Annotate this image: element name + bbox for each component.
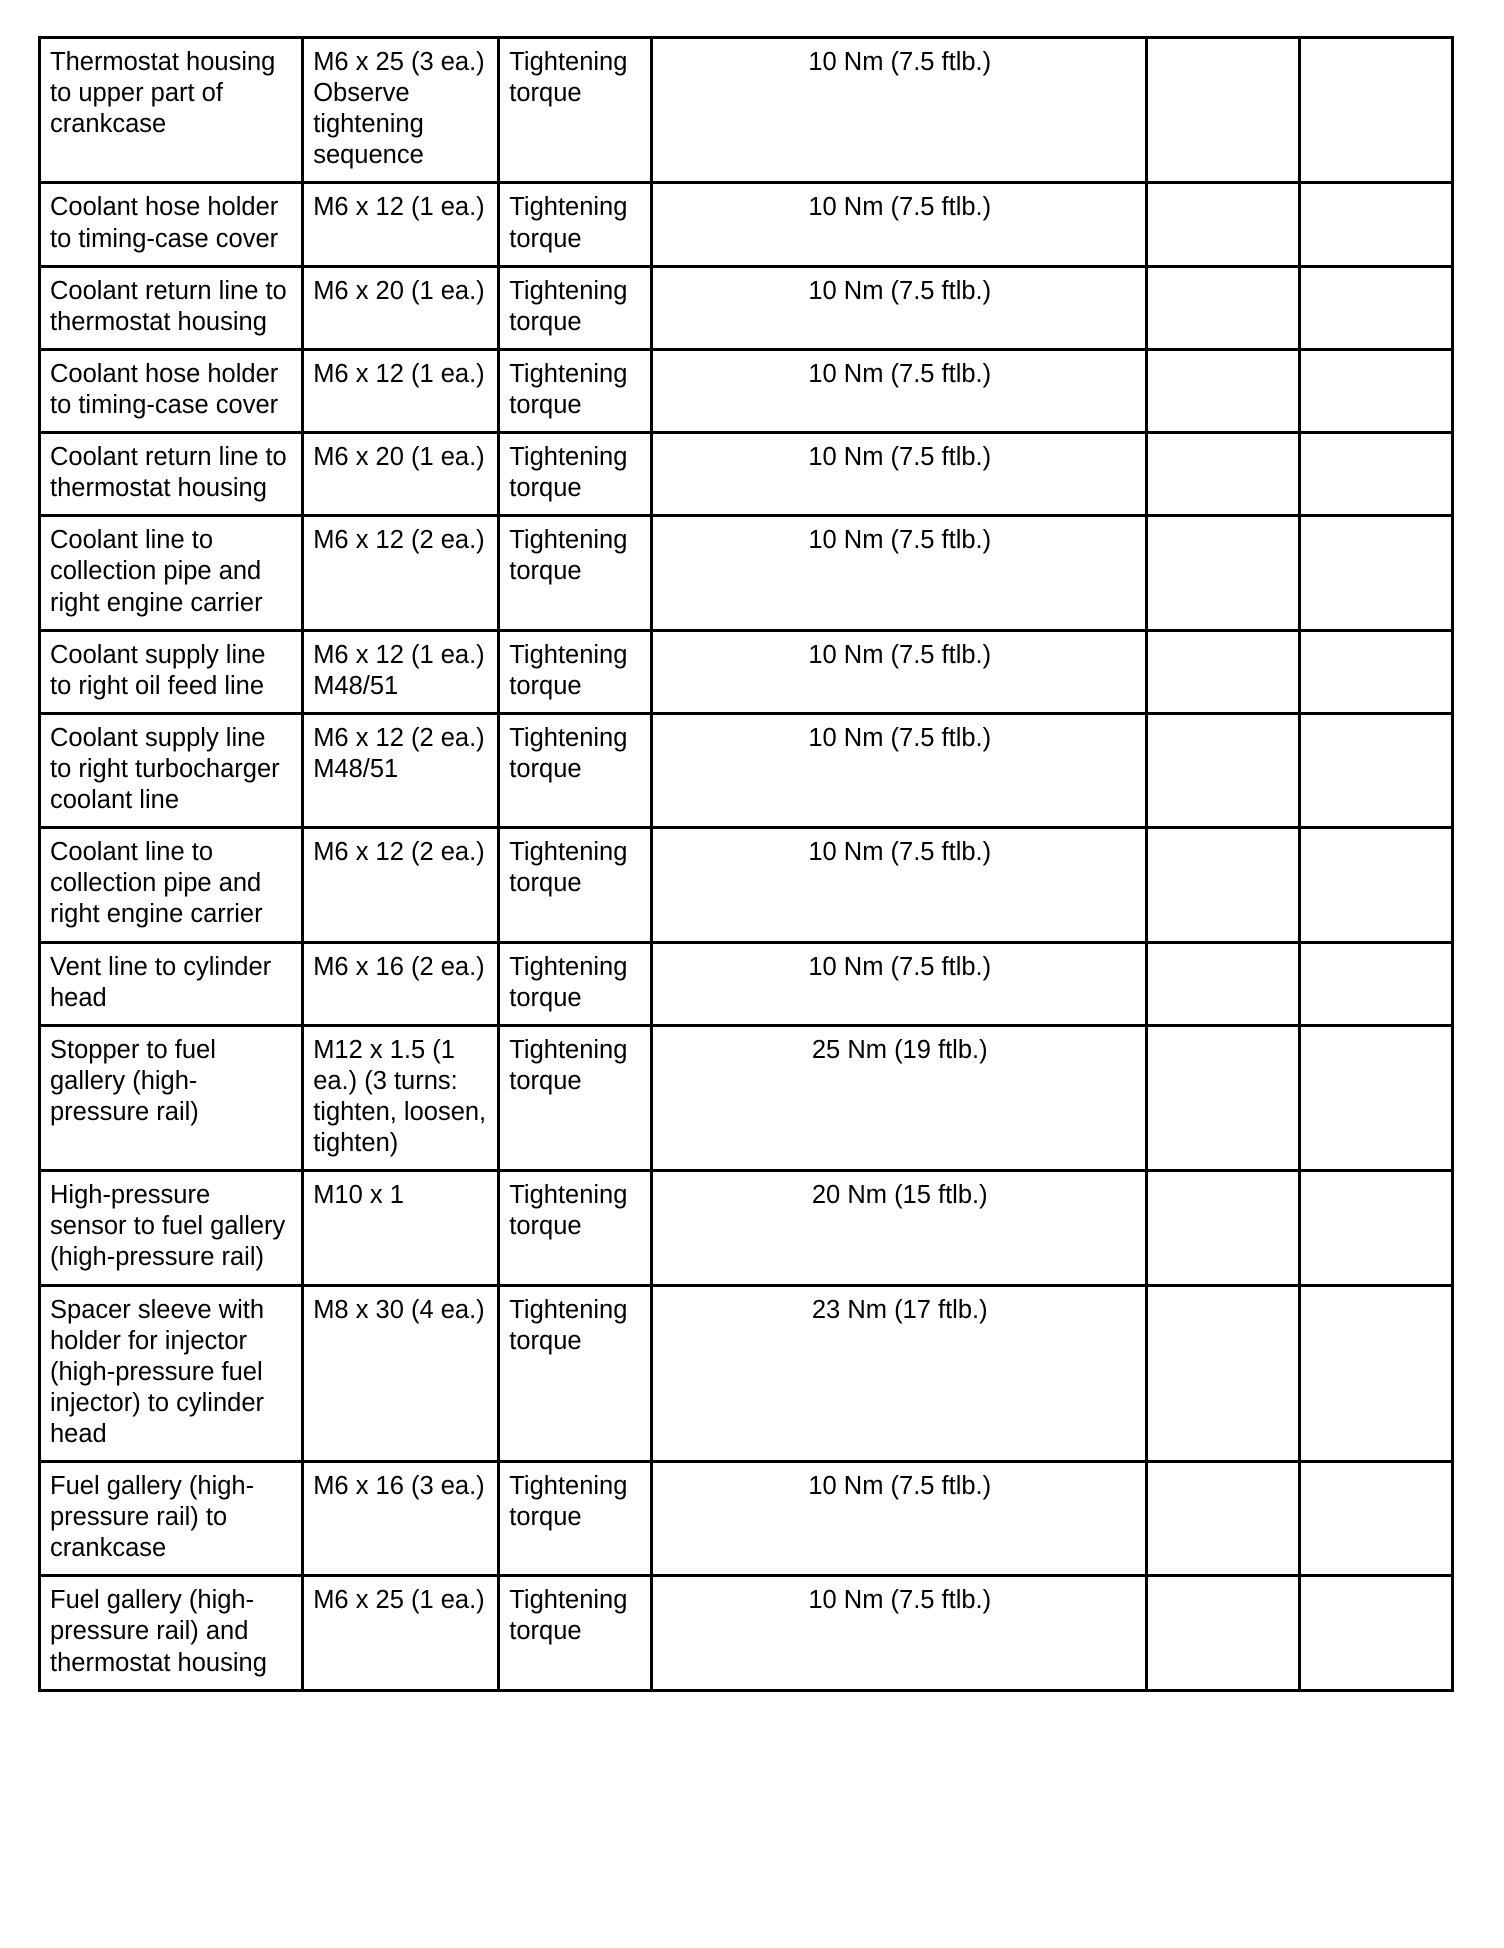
cell-component: Coolant supply line to right oil feed line [40, 630, 303, 713]
table-row [40, 433, 1453, 516]
table-row [40, 183, 1453, 266]
cell-fastener: M8 x 30 (4 ea.) [303, 1285, 499, 1462]
cell-blank-2 [1300, 713, 1453, 827]
cell-blank-1 [1147, 349, 1300, 432]
table-row [40, 1285, 1453, 1462]
cell-blank-2 [1300, 828, 1453, 942]
cell-component: Coolant hose holder to timing-case cover [40, 183, 303, 266]
cell-component: Coolant return line to thermostat housing [40, 433, 303, 516]
table-row [40, 1576, 1453, 1690]
table-row [40, 1025, 1453, 1170]
cell-specification-type: Tightening torque [499, 713, 652, 827]
table-row [40, 942, 1453, 1025]
cell-blank-2 [1300, 38, 1453, 183]
cell-blank-2 [1300, 1462, 1453, 1576]
cell-blank-2 [1300, 433, 1453, 516]
cell-blank-1 [1147, 1576, 1300, 1690]
cell-blank-1 [1147, 828, 1300, 942]
cell-fastener: M6 x 20 (1 ea.) [303, 433, 499, 516]
cell-torque-value: 23 Nm (17 ftlb.) [652, 1285, 1147, 1462]
cell-fastener: M10 x 1 [303, 1171, 499, 1285]
cell-specification-type: Tightening torque [499, 1285, 652, 1462]
cell-torque-value: 10 Nm (7.5 ftlb.) [652, 349, 1147, 432]
cell-specification-type: Tightening torque [499, 516, 652, 630]
cell-blank-1 [1147, 630, 1300, 713]
table-row [40, 1171, 1453, 1285]
cell-component: High-pressure sensor to fuel gallery (high-pressure rail) [40, 1171, 303, 1285]
cell-blank-1 [1147, 1171, 1300, 1285]
cell-blank-1 [1147, 713, 1300, 827]
cell-component: Coolant line to collection pipe and right engine carrier [40, 516, 303, 630]
cell-blank-1 [1147, 1462, 1300, 1576]
cell-blank-1 [1147, 38, 1300, 183]
cell-torque-value: 10 Nm (7.5 ftlb.) [652, 516, 1147, 630]
cell-specification-type: Tightening torque [499, 349, 652, 432]
cell-torque-value: 10 Nm (7.5 ftlb.) [652, 1576, 1147, 1690]
cell-blank-2 [1300, 266, 1453, 349]
cell-fastener: M6 x 12 (2 ea.) [303, 828, 499, 942]
cell-fastener: M6 x 12 (2 ea.) [303, 516, 499, 630]
cell-fastener: M6 x 12 (1 ea.) [303, 349, 499, 432]
cell-specification-type: Tightening torque [499, 433, 652, 516]
cell-component: Fuel gallery (high-pressure rail) to crankcase [40, 1462, 303, 1576]
cell-specification-type: Tightening torque [499, 1171, 652, 1285]
table-row [40, 516, 1453, 630]
cell-fastener: M6 x 12 (1 ea.) [303, 183, 499, 266]
table-row [40, 266, 1453, 349]
cell-component: Coolant hose holder to timing-case cover [40, 349, 303, 432]
cell-specification-type: Tightening torque [499, 630, 652, 713]
cell-component: Vent line to cylinder head [40, 942, 303, 1025]
cell-fastener: M6 x 16 (2 ea.) [303, 942, 499, 1025]
table-row [40, 349, 1453, 432]
cell-torque-value: 10 Nm (7.5 ftlb.) [652, 38, 1147, 183]
cell-component: Thermostat housing to upper part of crankcase [40, 38, 303, 183]
cell-specification-type: Tightening torque [499, 1576, 652, 1690]
cell-specification-type: Tightening torque [499, 828, 652, 942]
cell-torque-value: 10 Nm (7.5 ftlb.) [652, 713, 1147, 827]
cell-torque-value: 10 Nm (7.5 ftlb.) [652, 1462, 1147, 1576]
cell-torque-value: 10 Nm (7.5 ftlb.) [652, 183, 1147, 266]
table-row [40, 38, 1453, 183]
cell-blank-2 [1300, 1576, 1453, 1690]
cell-blank-1 [1147, 266, 1300, 349]
cell-component: Fuel gallery (high-pressure rail) and thermostat housing [40, 1576, 303, 1690]
cell-blank-2 [1300, 1285, 1453, 1462]
tightening-torque-table [38, 36, 1454, 1692]
table-body [40, 38, 1453, 1691]
cell-blank-2 [1300, 942, 1453, 1025]
cell-blank-1 [1147, 1285, 1300, 1462]
cell-torque-value: 10 Nm (7.5 ftlb.) [652, 266, 1147, 349]
cell-specification-type: Tightening torque [499, 38, 652, 183]
cell-torque-value: 25 Nm (19 ftlb.) [652, 1025, 1147, 1170]
cell-blank-2 [1300, 516, 1453, 630]
table-row [40, 828, 1453, 942]
cell-specification-type: Tightening torque [499, 942, 652, 1025]
cell-specification-type: Tightening torque [499, 1025, 652, 1170]
cell-specification-type: Tightening torque [499, 266, 652, 349]
cell-fastener: M6 x 20 (1 ea.) [303, 266, 499, 349]
cell-blank-1 [1147, 1025, 1300, 1170]
cell-blank-2 [1300, 1171, 1453, 1285]
cell-blank-2 [1300, 183, 1453, 266]
cell-blank-2 [1300, 630, 1453, 713]
cell-specification-type: Tightening torque [499, 183, 652, 266]
cell-blank-1 [1147, 942, 1300, 1025]
cell-blank-2 [1300, 349, 1453, 432]
cell-fastener: M6 x 16 (3 ea.) [303, 1462, 499, 1576]
table-row [40, 1462, 1453, 1576]
cell-blank-1 [1147, 516, 1300, 630]
cell-component: Stopper to fuel gallery (high-pressure rail) [40, 1025, 303, 1170]
cell-component: Spacer sleeve with holder for injector (high-pressure fuel injector) to cylinder head [40, 1285, 303, 1462]
table-row [40, 713, 1453, 827]
cell-torque-value: 10 Nm (7.5 ftlb.) [652, 433, 1147, 516]
cell-torque-value: 10 Nm (7.5 ftlb.) [652, 828, 1147, 942]
cell-blank-2 [1300, 1025, 1453, 1170]
cell-fastener: M6 x 25 (1 ea.) [303, 1576, 499, 1690]
cell-blank-1 [1147, 183, 1300, 266]
cell-blank-1 [1147, 433, 1300, 516]
cell-torque-value: 20 Nm (15 ftlb.) [652, 1171, 1147, 1285]
cell-fastener: M6 x 12 (1 ea.) M48/51 [303, 630, 499, 713]
cell-fastener: M6 x 12 (2 ea.) M48/51 [303, 713, 499, 827]
cell-component: Coolant line to collection pipe and right engine carrier [40, 828, 303, 942]
cell-fastener: M6 x 25 (3 ea.) Observe tightening sequence [303, 38, 499, 183]
cell-fastener: M12 x 1.5 (1 ea.) (3 turns: tighten, loosen, tighten) [303, 1025, 499, 1170]
cell-torque-value: 10 Nm (7.5 ftlb.) [652, 942, 1147, 1025]
cell-component: Coolant return line to thermostat housing [40, 266, 303, 349]
table-row [40, 630, 1453, 713]
cell-specification-type: Tightening torque [499, 1462, 652, 1576]
cell-torque-value: 10 Nm (7.5 ftlb.) [652, 630, 1147, 713]
cell-component: Coolant supply line to right turbocharger coolant line [40, 713, 303, 827]
